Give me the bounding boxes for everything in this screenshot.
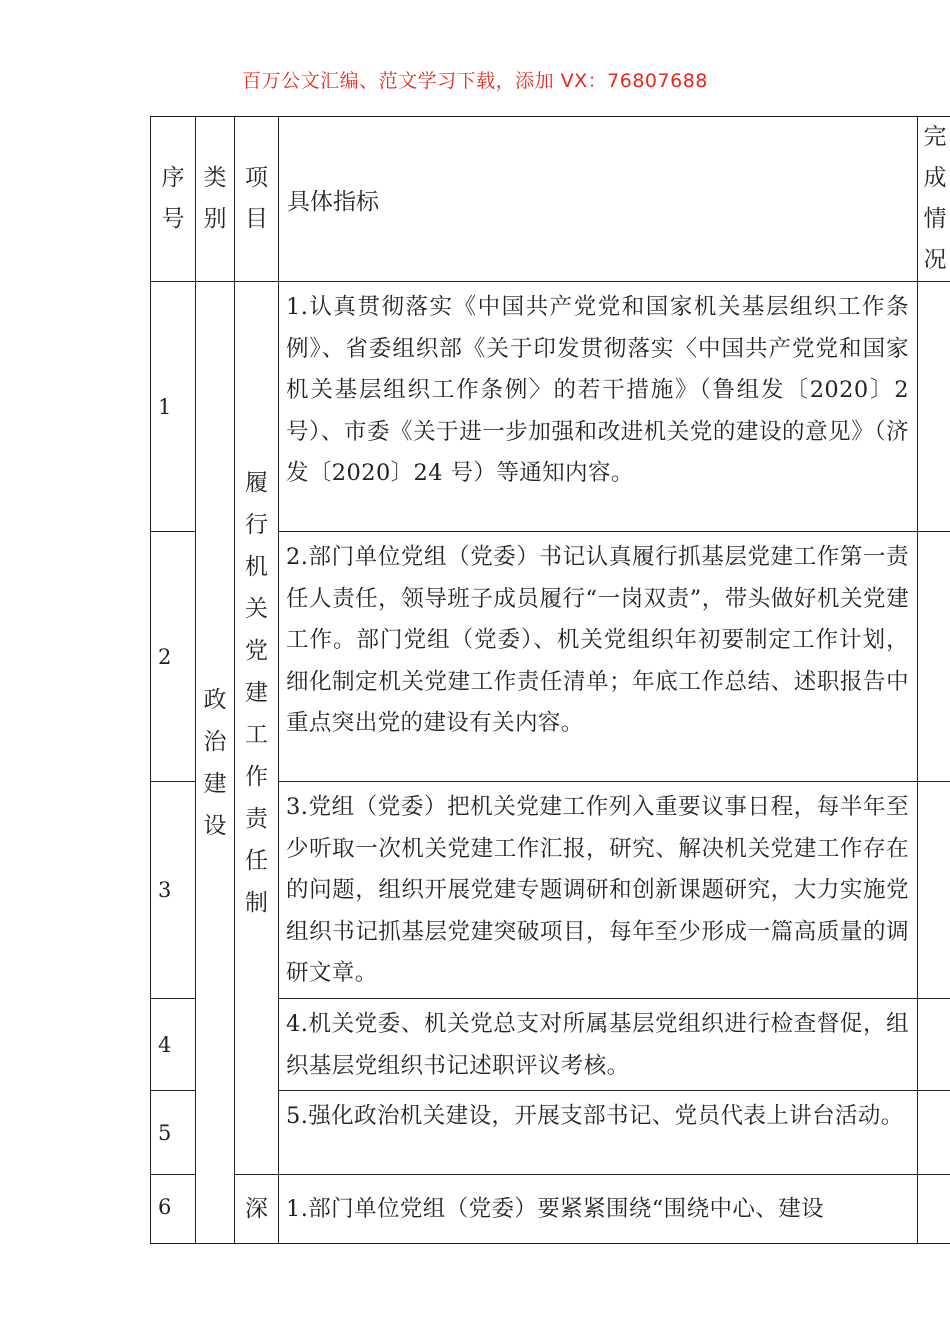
row-number: 6 [151, 1175, 196, 1244]
table-header-row [151, 117, 950, 282]
item-deepen: 深 [235, 1175, 279, 1244]
indicator-text: 2.部门单位党组（党委）书记认真履行抓基层党建工作第一责任人责任，领导班子成员履行“一岗双责”，带头做好机关党建工作。部门党组（党委）、机关党组织年初要制定工作计划，细化制定机关党建工作责任清单；年底工作总结、述职报告中重点突出党的建设有关内容。 [279, 532, 918, 782]
indicator-text: 1.部门单位党组（党委）要紧紧围绕“围绕中心、建设 [279, 1175, 918, 1244]
header-seq: 序 号 [151, 117, 196, 282]
status-cell [918, 532, 950, 782]
row-number: 5 [151, 1091, 196, 1175]
header-category: 类 别 [196, 117, 235, 282]
indicator-text: 1.认真贯彻落实《中国共产党党和国家机关基层组织工作条例》、省委组织部《关于印发贯彻落实〈中国共产党党和国家机关基层组织工作条例〉的若干措施》（鲁组发〔2020〕2 号）、市委《关于进一步加强和改进机关党的建设的意见》（济发〔2020〕24 号）等通知内容。 [279, 282, 918, 532]
status-cell [918, 1175, 950, 1244]
row-number: 2 [151, 532, 196, 782]
status-cell [918, 782, 950, 999]
indicator-text: 3.党组（党委）把机关党建工作列入重要议事日程，每半年至少听取一次机关党建工作汇报，研究、解决机关党建工作存在的问题，组织开展党建专题调研和创新课题研究，大力实施党组织书记抓基层党建突破项目，每年至少形成一篇高质量的调研文章。 [279, 782, 918, 999]
download-banner: 百万公文汇编、范文学习下载，添加 VX：76807688 [242, 70, 708, 92]
row-number: 3 [151, 782, 196, 999]
header-item: 项 目 [235, 117, 279, 282]
header-status: 完 成 情 况 [918, 117, 950, 282]
table-row [151, 1175, 950, 1244]
status-cell [918, 1091, 950, 1175]
category-political-building: 政 治 建 设 [196, 282, 235, 1244]
indicator-table [150, 116, 950, 1244]
item-responsibility-system: 履 行 机 关 党 建 工 作 责 任 制 [235, 282, 279, 1175]
table-row [151, 282, 950, 532]
row-number: 4 [151, 998, 196, 1090]
status-cell [918, 998, 950, 1090]
indicator-text: 5.强化政治机关建设，开展支部书记、党员代表上讲台活动。 [279, 1091, 918, 1175]
status-cell [918, 282, 950, 532]
indicator-text: 4.机关党委、机关党总支对所属基层党组织进行检查督促，组织基层党组织书记述职评议考核。 [279, 998, 918, 1090]
row-number: 1 [151, 282, 196, 532]
header-indicator: 具体指标 [279, 117, 918, 282]
